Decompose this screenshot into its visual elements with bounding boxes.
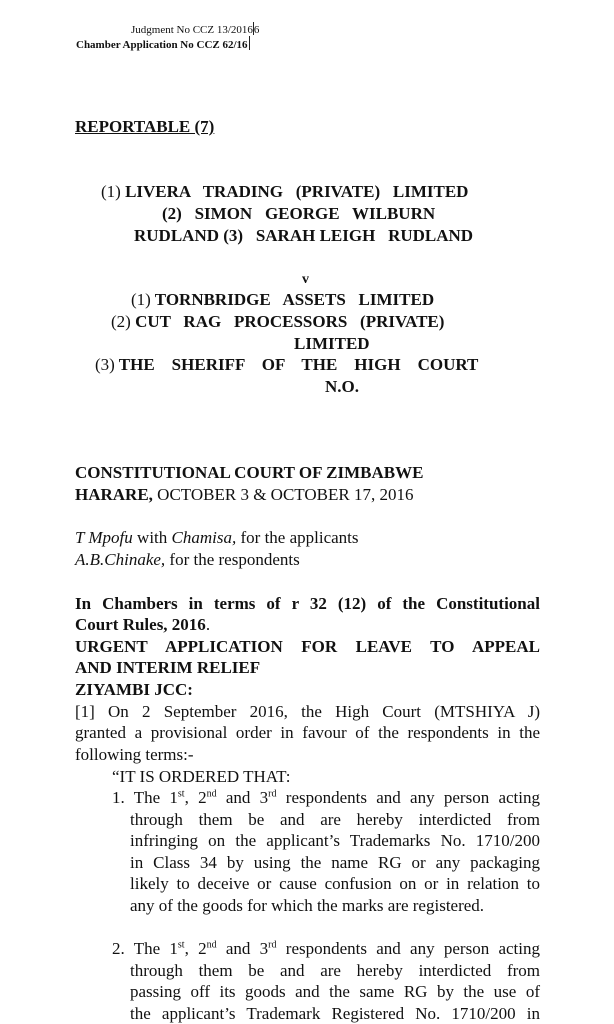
counsel-1-role: for the applicants xyxy=(236,528,359,547)
counsel-2-role: for the respondents xyxy=(165,550,300,569)
judgment-number-text: Judgment No CCZ 13/2016 xyxy=(131,24,253,36)
text-cursor xyxy=(253,22,254,35)
chambers-rules: Court Rules, 2016 xyxy=(75,615,206,634)
applicant-1-name: LIVERA TRADING (PRIVATE) LIMITED xyxy=(125,182,469,201)
court-place: HARARE, xyxy=(75,485,153,504)
order-item-1 xyxy=(112,787,540,916)
judgment-number xyxy=(131,22,259,37)
counsel-respondents xyxy=(75,549,300,571)
counsel-applicants xyxy=(75,527,359,549)
order-item-2 xyxy=(112,938,540,1024)
respondent-3-name: THE SHERIFF OF THE HIGH COURT xyxy=(118,355,479,374)
reportable-heading: REPORTABLE (7) xyxy=(75,117,215,136)
item-1-part-b: , 2 xyxy=(184,788,207,807)
item-2-part-a: 2. The 1 xyxy=(112,939,178,958)
item-1-line-1 xyxy=(112,787,540,809)
court-dates: OCTOBER 3 & OCTOBER 17, 2016 xyxy=(152,485,414,504)
respondent-line-2 xyxy=(111,311,444,333)
respondent-1-number: (1) xyxy=(131,290,151,309)
item-2-part-c: and 3 xyxy=(216,939,269,958)
para-1-line-3: following terms:- xyxy=(75,745,194,764)
chambers-period: . xyxy=(205,615,211,634)
chamber-application-number xyxy=(76,36,250,52)
item-2-part-d: respondents and any person acting xyxy=(276,939,540,958)
court-name-text: CONSTITUTIONAL COURT OF ZIMBABWE xyxy=(75,463,424,482)
applicant-line-3: RUDLAND (3) SARAH LEIGH RUDLAND xyxy=(134,226,474,245)
item-1-part-a: 1. The 1 xyxy=(112,788,178,807)
chamber-application-text: Chamber Application No CCZ 62/16 xyxy=(76,39,248,51)
respondent-line-2b: LIMITED xyxy=(294,334,370,353)
applicant-1-number: (1) xyxy=(101,182,121,201)
judge-heading: ZIYAMBI JCC: xyxy=(75,680,193,699)
order-heading: “IT IS ORDERED THAT: xyxy=(112,767,291,786)
applicant-line-2: (2) SIMON GEORGE WILBURN xyxy=(162,204,436,223)
text-cursor-2 xyxy=(249,36,250,50)
respondent-1-name: TORNBRIDGE ASSETS LIMITED xyxy=(154,290,435,309)
court-place-date xyxy=(75,484,413,506)
respondent-3-number: (3) xyxy=(95,355,115,374)
para-1-line-2: granted a provisional order in favour of the respondents in the xyxy=(75,723,540,742)
item-2-sup-st: st xyxy=(177,939,185,951)
item-2-part-b: , 2 xyxy=(184,939,207,958)
counsel-1-name-2: Chamisa, xyxy=(171,528,237,547)
item-2-sup-rd: rd xyxy=(268,939,277,951)
urgent-application-line-2: AND INTERIM RELIEF xyxy=(75,658,261,677)
counsel-2-name: A.B.Chinake, xyxy=(75,550,166,569)
item-1-line-3: infringing on the applicant’s Trademarks No. 1710/200 xyxy=(130,831,540,850)
item-2-line-4: the applicant’s Trademark Registered No. 1710/200 in xyxy=(130,1003,540,1023)
court-name xyxy=(75,462,423,484)
respondent-line-1 xyxy=(131,289,434,311)
para-1-line-1: [1] On 2 September 2016, the High Court (MTSHIYA J) xyxy=(75,702,540,721)
item-1-part-c: and 3 xyxy=(216,788,269,807)
chambers-line-2 xyxy=(75,614,210,636)
applicant-line-1 xyxy=(101,181,468,203)
item-1-line-5: likely to deceive or cause confusion on or in relation to xyxy=(130,874,540,893)
respondent-2-number: (2) xyxy=(111,312,131,331)
item-1-part-d: respondents and any person acting xyxy=(276,788,540,807)
chambers-line-1: In Chambers in terms of r 32 (12) of the Constitutional xyxy=(75,594,540,613)
versus-label: v xyxy=(302,272,309,287)
judgment-page-number: 6 xyxy=(253,24,260,36)
item-1-sup-st: st xyxy=(177,788,185,800)
respondent-line-3b: N.O. xyxy=(325,377,359,396)
item-1-line-2: through them be and are hereby interdicted from xyxy=(130,809,540,829)
item-2-line-2: through them be and are hereby interdicted from xyxy=(130,960,540,980)
item-1-line-4: in Class 34 by using the name RG or any packaging xyxy=(130,852,540,872)
item-1-sup-rd: rd xyxy=(268,788,277,800)
urgent-application-line-1: URGENT APPLICATION FOR LEAVE TO APPEAL xyxy=(75,637,540,656)
item-1-sup-nd: nd xyxy=(206,788,217,800)
respondent-2-name: CUT RAG PROCESSORS (PRIVATE) xyxy=(135,312,445,331)
counsel-1-with: with xyxy=(132,528,172,547)
item-2-line-3: passing off its goods and the same RG by the use of xyxy=(130,982,540,1001)
item-2-sup-nd: nd xyxy=(206,939,217,951)
item-1-line-6: any of the goods for which the marks are registered. xyxy=(130,895,485,915)
counsel-1-name: T Mpofu xyxy=(75,528,133,547)
item-2-line-1 xyxy=(112,938,540,960)
respondent-line-3 xyxy=(95,354,478,376)
